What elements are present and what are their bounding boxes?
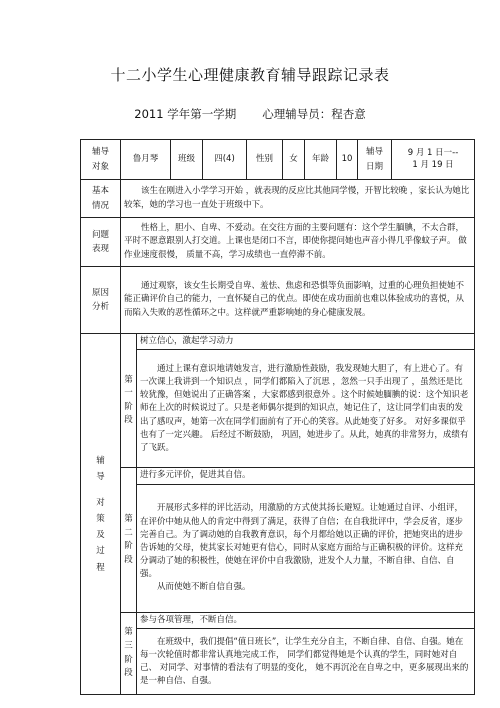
problem-label: 问题 表现 <box>81 218 121 267</box>
age-value: 10 <box>337 140 358 180</box>
stage-2-body <box>137 484 475 612</box>
page-title: 十二小学生心理健康教育辅导跟踪记录表 <box>110 66 390 84</box>
info-row <box>81 140 475 180</box>
stage-1-paragraph: 通过上课有意识地请她发言，进行激励性鼓励，我发现她大胆了，有上进心了。有一次课上我讲到一个知识点 ，同学们都陷入了沉思 ，忽然一只手出现了 ，虽然还是比较犹豫，但她说出了正确答案 ，大家都感到很意外 。这个时候她腼腆的说：这个知识老师在上次的时候说过了。只是老师偶尔提到的知识点，她记住了，这让同学们由衷的发出了感叹声，她第一次在同学们面前有了开心的笑容。从此她变了好多。 对好多课似乎也有了一定兴趣。 后经过不断鼓励， 巩固，她进步了。从此，她真的非常努力，成绩有了飞跃。 <box>140 363 469 453</box>
basic-label: 基本 情况 <box>81 180 121 218</box>
stage-2-heading-row <box>81 468 475 484</box>
class-label: 班级 <box>171 140 203 180</box>
stage-2-heading: 进行多元评价，促进其自信。 <box>137 468 475 484</box>
age-label: 年龄 <box>305 140 337 180</box>
stage-3-paragraph: 在班级中，我们提倡“值日班长”，让学生充分自主，不断自律、自信、自强。她在每一次轮值时都非常认真地完成工作， 同学们都觉得她是个认真的学生，同时她对自己、 对同学、对事情的看法有了明显的变化， 她不再沉沦在自卑之中，更多展现出来的是一种自信、自强。 <box>140 636 469 687</box>
stage-1-heading: 树立信心，激起学习动力 <box>137 334 475 350</box>
subtitle <box>0 106 500 122</box>
stage-2-body-row <box>81 484 475 612</box>
process-label: 辅 导 对 策 及 过 程 <box>81 334 121 695</box>
stage-1-body <box>137 350 475 468</box>
problem-text: 性格上，胆小、自卑、不爱动。在交往方面的主要问题有：这个学生腼腆，不太合群，平时不愿意跟别人打交道。上课也是闭口不言，即使你提问她也声音小得几乎像蚊子声。 做作业速度很慢， 质量不高，学习成绩也一直停滞不前。 <box>121 218 475 267</box>
problem-row <box>81 218 475 267</box>
semester-label: 2011 学年第一学期 <box>134 107 237 121</box>
stage-3-body <box>137 629 475 695</box>
target-label: 辅导 对象 <box>81 140 121 180</box>
record-table <box>80 139 475 695</box>
gender-value: 女 <box>283 140 305 180</box>
date-value: 9 月 1 日一-- 1 月 19 日 <box>392 140 475 180</box>
stage-3-label: 第 三 阶 段 <box>121 612 137 694</box>
stage-1-body-row <box>81 350 475 468</box>
cause-text: 通过观察，该女生长期受自卑、羞怯、焦虑和恐惧等负面影响，过重的心理负担使她不能正确评价自己的能力，一直怀疑自己的优点。即使在成功面前也难以体验成功的喜悦，从而陷入失败的恶性循环之中。这样就严重影响她的身心健康发展。 <box>121 267 475 334</box>
class-value: 四(4) <box>203 140 247 180</box>
stage-2-paragraph: 从而使她不断自信自强。 <box>157 582 251 593</box>
stage-1-label: 第 一 阶 段 <box>121 334 137 468</box>
basic-text: 该生在刚进入小学学习开始 ，就表现的反应比其他同学慢，开智比较晚 ，家长认为她比较笨，她的学习也一直处于班级中下。 <box>121 180 475 218</box>
student-name: 鲁月琴 <box>121 140 171 180</box>
stage-3-heading-row <box>81 612 475 628</box>
stage-3-heading: 参与各项管理，不断自信。 <box>137 612 475 628</box>
stage-1-heading-row <box>81 334 475 350</box>
gender-label: 性别 <box>247 140 283 180</box>
basic-row <box>81 180 475 218</box>
stage-3-body-row <box>81 629 475 695</box>
counselor-label: 心理辅导员：程杏意 <box>262 107 366 121</box>
stage-2-paragraph: 开展形式多样的评比活动，用激励的方式使其扬长避短。让她通过自评、小组评，在评价中她从他人的肯定中得到了满足，获得了自信；在自我批评中，学会反省，逐步完善自己。为了调动她的自我教育意识，每个月都给她以正确的评价，把她突出的进步告诉她的父母，使其家长对她更有信心，同时从家庭方面给与正确积极的评价。这样充分调动了她的积极性，使她在评价中自我激励，进发个人力量，不断自律、自信、自强。 <box>140 503 464 580</box>
stage-2-label: 第 二 阶 段 <box>121 468 137 612</box>
cause-row <box>81 267 475 334</box>
date-label: 辅导 日期 <box>358 140 392 180</box>
cause-label: 原因 分析 <box>81 267 121 334</box>
